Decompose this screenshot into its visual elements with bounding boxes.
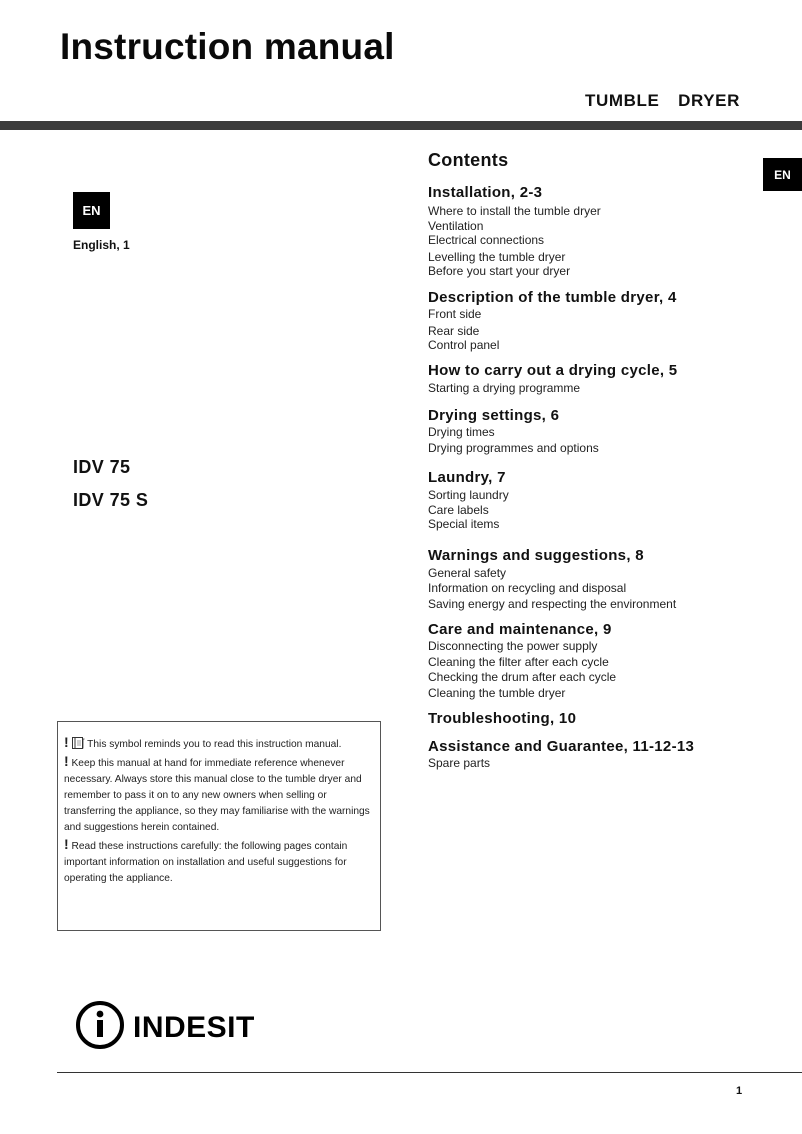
toc-item: Sorting laundry (428, 488, 509, 502)
toc-section-title: Warnings and suggestions, 8 (428, 547, 644, 564)
notice-text: This symbol reminds you to read this instruction manual. (87, 739, 342, 750)
toc-item: Information on recycling and disposal (428, 581, 627, 595)
notice-text: Read these instructions carefully: the following pages contain important information on installation and useful suggestions for operating the appliance. (64, 841, 348, 884)
toc-section-title: How to carry out a drying cycle, 5 (428, 362, 678, 379)
notice-box (57, 721, 381, 931)
toc-item: Control panel (428, 338, 500, 352)
toc-item: Spare parts (428, 756, 491, 770)
exclamation-mark: ! (64, 836, 69, 852)
toc-item: Disconnecting the power supply (428, 639, 598, 653)
language-side-tab: EN (763, 158, 802, 191)
toc-item: Care labels (428, 503, 489, 517)
language-label: English, 1 (73, 238, 130, 252)
toc-item: Special items (428, 517, 500, 531)
toc-item: Ventilation (428, 219, 484, 233)
toc-item: Starting a drying programme (428, 381, 581, 395)
toc-item: Before you start your dryer (428, 264, 571, 278)
toc-item: Where to install the tumble dryer (428, 204, 601, 218)
toc-item: Cleaning the tumble dryer (428, 686, 566, 700)
footer-rule (57, 1072, 802, 1073)
toc-section-title: Description of the tumble dryer, 4 (428, 289, 677, 306)
page-title: Instruction manual (60, 26, 395, 67)
toc-item: Drying times (428, 425, 495, 439)
language-badge: EN (73, 192, 110, 229)
toc-section-title: Assistance and Guarantee, 11-12-13 (428, 738, 695, 755)
model-name: IDV 75 (73, 457, 131, 477)
model-name: IDV 75 S (73, 490, 149, 510)
toc-section-title: Drying settings, 6 (428, 407, 560, 424)
toc-section-title: Installation, 2-3 (428, 184, 543, 201)
toc-item: Drying programmes and options (428, 441, 599, 455)
toc-section-title: Troubleshooting, 10 (428, 710, 577, 727)
toc-section-title: Care and maintenance, 9 (428, 621, 612, 638)
header-bar (0, 121, 802, 130)
product-type: TUMBLE DRYER (585, 91, 740, 110)
toc-item: Electrical connections (428, 233, 545, 247)
page-number: 1 (736, 1085, 743, 1097)
toc-item: Checking the drum after each cycle (428, 670, 617, 684)
toc-item: Rear side (428, 324, 480, 338)
toc-item: General safety (428, 566, 507, 580)
notice-text: Keep this manual at hand for immediate reference whenever necessary. Always store this manual close to the tumble dryer and remember to pass it on to any new owners when selling or transferring the appliance, so they may familiarise with the warnings and suggestions herein contained. (64, 758, 370, 833)
toc-section-title: Laundry, 7 (428, 469, 506, 486)
brand-logo (75, 999, 270, 1051)
exclamation-mark: ! (64, 734, 69, 750)
book-icon (72, 737, 85, 749)
exclamation-mark: ! (64, 753, 69, 769)
brand-logo-text: INDESIT (133, 1011, 255, 1044)
toc-item: Front side (428, 307, 482, 321)
toc-item: Saving energy and respecting the environment (428, 597, 677, 611)
toc-item: Levelling the tumble dryer (428, 250, 566, 264)
toc-item: Cleaning the filter after each cycle (428, 655, 609, 669)
contents-heading: Contents (428, 150, 509, 170)
